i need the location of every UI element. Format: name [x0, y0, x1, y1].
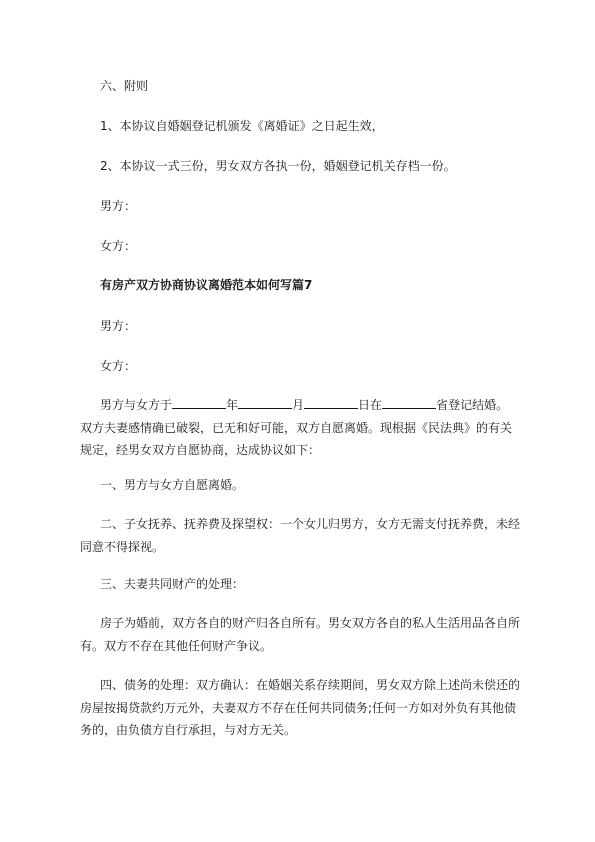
day-blank: [304, 397, 358, 409]
supplementary-item-2: 2、本协议一式三份，男女双方各执一份，婚姻登记机关存档一份。: [100, 159, 456, 173]
clause-3-title: 三、夫妻共同财产的处理：: [100, 577, 245, 591]
month-label: 月: [292, 398, 305, 412]
day-label: 日在: [358, 398, 383, 412]
clause-3-body: [80, 612, 520, 657]
female-party-label: 女方：: [100, 359, 137, 373]
male-party-label: 男方：: [100, 319, 137, 333]
clause-4-text: 四、债务的处理：双方确认：在婚姻关系存续期间，男女双方除上述尚未偿还的房屋按揭贷款约万元外，夫妻双方不存在任何共同债务;任何一方如对外负有其他债务的，由负债方自行承担，与对方无关。: [80, 678, 521, 737]
month-blank: [238, 397, 292, 409]
clause-2-text: 二、子女抚养、抚养费及探望权：一个女儿归男方，女方无需支付抚养费，未经同意不得探视。: [80, 517, 521, 554]
clause-3-body-text: 房子为婚前，双方各自的财产归各自所有。男女双方各自的私人生活用品各自所有。双方不存在其他任何财产争议。: [80, 616, 521, 653]
male-signature-label: 男方：: [100, 199, 137, 213]
supplementary-item-1: 1、本协议自婚姻登记机颁发《离婚证》之日起生效，: [100, 119, 384, 133]
intro-text-rest: 省登记结婚。双方夫妻感情确已破裂，已无和好可能，双方自愿离婚。现根据《民法典》的有关规定，经男女双方自愿协商，达成协议如下：: [80, 398, 513, 457]
section-title-supplementary: 六、附则: [100, 79, 149, 93]
clause-4: [80, 674, 520, 742]
year-label: 年: [226, 398, 239, 412]
intro-paragraph: [80, 394, 520, 462]
female-signature-label: 女方：: [100, 239, 137, 253]
clause-2: [80, 513, 520, 558]
year-blank: [172, 397, 226, 409]
province-blank: [382, 397, 436, 409]
clause-1: 一、男方与女方自愿离婚。: [100, 478, 245, 492]
article-title: 有房产双方协商协议离婚范本如何写篇7: [100, 278, 313, 292]
intro-text-start: 男方与女方于: [100, 398, 173, 412]
